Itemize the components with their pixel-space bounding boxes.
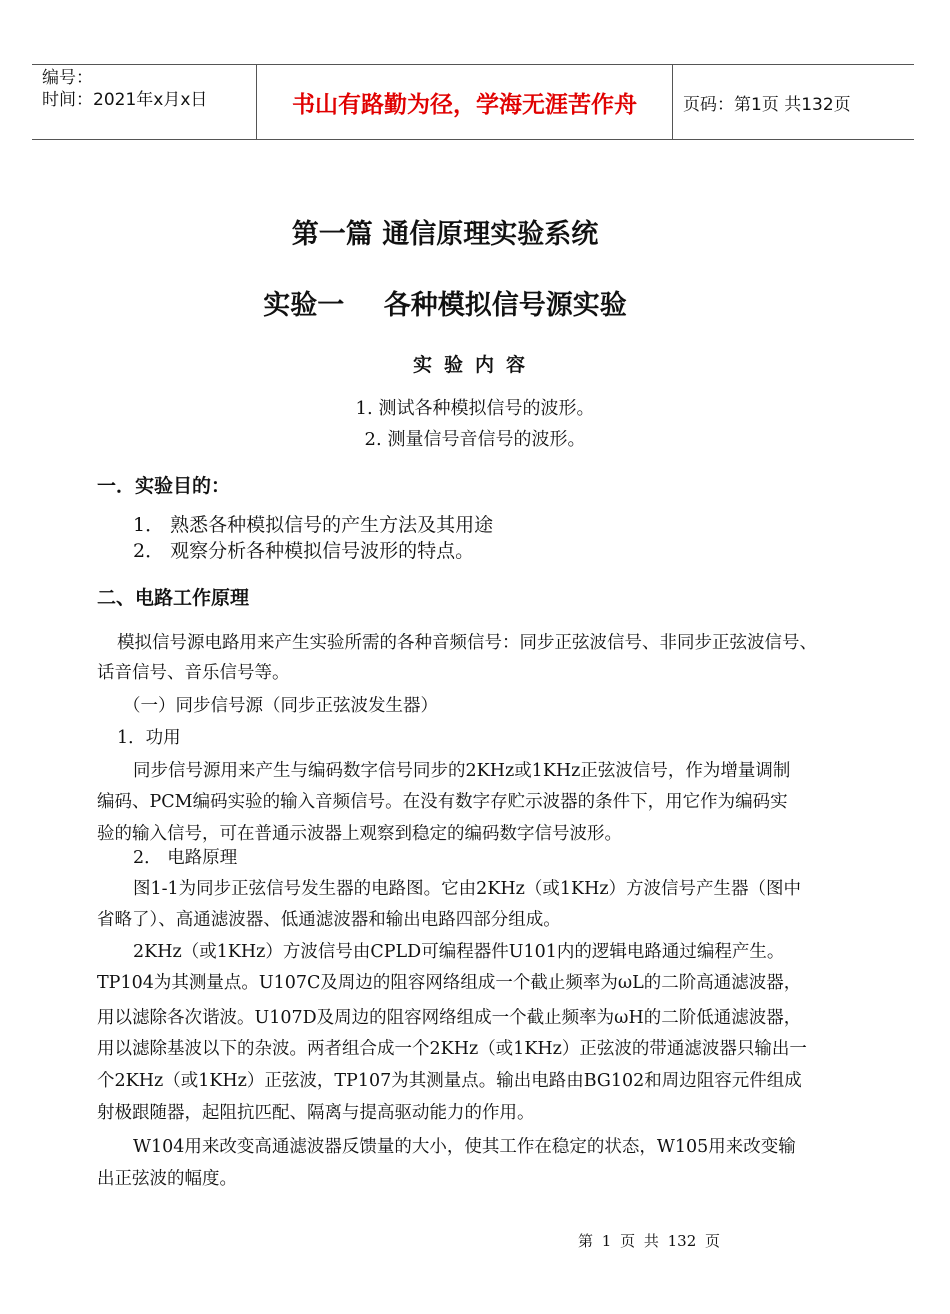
paragraph-line: W104用来改变高通滤波器反馈量的大小，使其工作在稳定的状态，W105用来改变输 — [133, 1137, 796, 1157]
purpose-item: 2． 观察分析各种模拟信号波形的特点。 — [133, 540, 475, 562]
time-label: 时间：2021年x月x日 — [42, 90, 208, 110]
subsection-heading: （一）同步信号源（同步正弦波发生器） — [123, 696, 438, 716]
paragraph-line: 射极跟随器，起阻抗匹配、隔离与提高驱动能力的作用。 — [97, 1103, 535, 1123]
paragraph-line: 图1-1为同步正弦信号发生器的电路图。它由2KHz（或1KHz）方波信号产生器（图中 — [133, 879, 802, 899]
paragraph-line: 用以滤除基波以下的杂波。两者组合成一个2KHz（或1KHz）正弦波的带通滤波器只输出一 — [97, 1039, 807, 1059]
experiment-title: 实验一 各种模拟信号源实验 — [263, 290, 627, 321]
subsection-heading: 2． 电路原理 — [133, 848, 238, 868]
paragraph-line: 省略了）、高通滤波器、低通滤波器和输出电路四部分组成。 — [97, 910, 561, 930]
paragraph-line: 模拟信号源电路用来产生实验所需的各种音频信号：同步正弦波信号、非同步正弦波信号、 — [117, 633, 817, 653]
purpose-heading: 一．实验目的： — [97, 475, 231, 497]
paragraph-line: 话音信号、音乐信号等。 — [97, 663, 290, 683]
part-title: 第一篇 通信原理实验系统 — [291, 219, 599, 250]
page-footer: 第 1 页 共 132 页 — [578, 1232, 721, 1250]
content-heading: 实验内容 — [412, 354, 537, 376]
paragraph-line: 出正弦波的幅度。 — [97, 1169, 237, 1189]
content-item: 1. 测试各种模拟信号的波形。 — [355, 398, 595, 419]
paragraph-line: 2KHz（或1KHz）方波信号由CPLD可编程器件U101内的逻辑电路通过编程产生。 — [133, 942, 785, 962]
purpose-item: 1． 熟悉各种模拟信号的产生方法及其用途 — [133, 514, 494, 536]
content-item: 2. 测量信号音信号的波形。 — [364, 429, 586, 450]
paragraph-line: 编码、PCM编码实验的输入音频信号。在没有数字存贮示波器的条件下，用它作为编码实 — [97, 792, 788, 812]
paragraph-line: 用以滤除各次谐波。U107D及周边的阻容网络组成一个截止频率为ωH的二阶低通滤波器， — [97, 1008, 802, 1028]
paragraph-line: 个2KHz（或1KHz）正弦波，TP107为其测量点。输出电路由BG102和周边阻容元件组成 — [97, 1071, 802, 1091]
header-table — [32, 64, 914, 140]
header-meta — [32, 65, 257, 139]
principle-heading: 二、电路工作原理 — [97, 587, 250, 609]
paragraph-line: 同步信号源用来产生与编码数字信号同步的2KHz或1KHz正弦波信号，作为增量调制 — [133, 761, 791, 781]
motto: 书山有路勤为径，学海无涯苦作舟 — [257, 65, 673, 139]
paragraph-line: 验的输入信号，可在普通示波器上观察到稳定的编码数字信号波形。 — [97, 824, 622, 844]
number-label: 编号： — [42, 68, 93, 88]
subsection-heading: 1．功用 — [117, 728, 181, 748]
page-info: 页码：第1页 共132页 — [683, 94, 851, 115]
paragraph-line: TP104为其测量点。U107C及周边的阻容网络组成一个截止频率为ωL的二阶高通滤波器， — [97, 973, 802, 993]
